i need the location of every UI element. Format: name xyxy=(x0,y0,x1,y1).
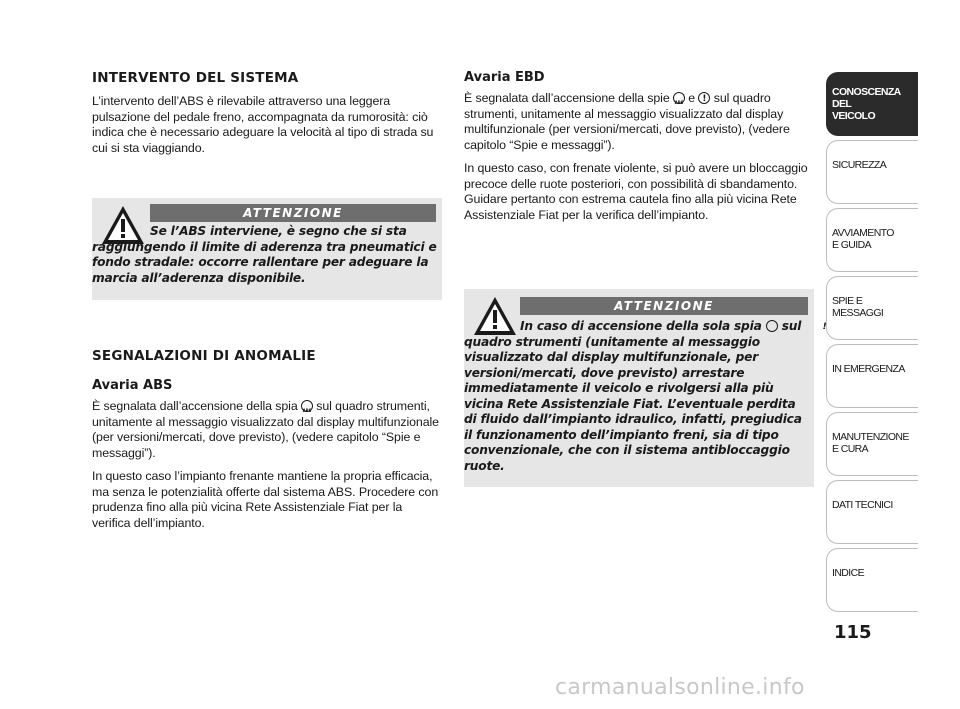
para-text: È segnalata dall’accensione della spia xyxy=(92,399,298,413)
section-title-anomalie: SEGNALAZIONI DI ANOMALIE xyxy=(92,348,316,364)
chapter-tab-label: SPIE E xyxy=(832,295,863,307)
chapter-tab-label: AVVIAMENTO xyxy=(832,227,894,239)
avaria-ebd-paragraph-1 xyxy=(464,91,814,153)
para-text: sul quadro strumenti, unitamente al messaggio visualizzato dal display multifunzionale (per versioni/mercati, dove previsto), (vedere capitolo “Spie e messaggi”). xyxy=(92,399,439,460)
warning-text xyxy=(464,319,810,474)
chapter-tab-label: VEICOLO xyxy=(832,110,876,122)
left-column-lower xyxy=(92,348,442,539)
subtitle-avaria-ebd: Avaria EBD xyxy=(464,70,545,85)
warning-text-content: Se l’ABS interviene, è segno che si sta raggiungendo il limite di aderenza tra pneumatici e fondo stradale: occorre rallentare per adeguare la marcia all’aderenza disponibile. xyxy=(92,224,437,285)
abs-warning-icon xyxy=(673,92,685,104)
section-title-intervento: INTERVENTO DEL SISTEMA xyxy=(92,70,299,86)
chapter-tab-label: MANUTENZIONE xyxy=(832,431,909,443)
chapter-tab-label: INDICE xyxy=(832,567,864,579)
chapter-tab-label: CONOSCENZA xyxy=(832,86,901,98)
warning-box-right xyxy=(464,289,814,487)
chapter-tab-1[interactable] xyxy=(826,72,918,136)
subtitle-avaria-abs: Avaria ABS xyxy=(92,378,173,393)
watermark: carmanualsonline.info xyxy=(555,675,805,700)
page-number: 115 xyxy=(834,622,872,643)
chapter-tab-label: MESSAGGI xyxy=(832,307,884,319)
warning-label: ATTENZIONE xyxy=(520,297,808,315)
para-text: sul quadro strumenti, unitamente al messaggio visualizzato dal display multifunzionale (per versioni/mercati, dove previsto), (vedere capitolo “Spie e messaggi”). xyxy=(464,91,790,152)
brake-warning-icon xyxy=(766,320,778,332)
intervento-paragraph: L’intervento dell’ABS è rilevabile attraverso una leggera pulsazione del pedale freno, accompagnata da rumorosità: ciò indica che è necessario adeguare la velocità al tipo di strada su cui si sta viaggiando. xyxy=(92,94,434,155)
chapter-tab-label: DATI TECNICI xyxy=(832,499,893,511)
warning-text-content xyxy=(464,319,810,474)
chapter-tab-7[interactable] xyxy=(826,480,918,544)
avaria-abs-paragraph-1 xyxy=(92,399,442,461)
warning-label: ATTENZIONE xyxy=(150,204,436,222)
para-text: In caso di accensione della sola spia xyxy=(520,319,762,333)
abs-warning-icon xyxy=(301,400,313,412)
left-column xyxy=(92,70,442,164)
chapter-tab-label: IN EMERGENZA xyxy=(832,363,905,375)
warning-box-left xyxy=(92,198,442,300)
chapter-tab-label: E CURA xyxy=(832,443,869,455)
chapter-tab-6[interactable] xyxy=(826,412,918,476)
chapter-tab-label: E GUIDA xyxy=(832,239,871,251)
avaria-ebd-paragraph-2: In questo caso, con frenate violente, si può avere un bloccaggio precoce delle ruote posteriori, con possibilità di sbandamento. Guidare pertanto con estrema cautela fino alla più vicina Rete Assistenziale Fiat per la verifica dell’impianto. xyxy=(464,161,808,222)
chapter-tab-8[interactable] xyxy=(826,548,918,612)
chapter-tab-4[interactable] xyxy=(826,276,918,340)
brake-warning-icon xyxy=(698,92,710,104)
para-text: È segnalata dall’accensione della spie xyxy=(464,91,670,105)
chapter-tab-2[interactable] xyxy=(826,140,918,204)
chapter-tab-label: SICUREZZA xyxy=(832,159,887,171)
chapter-tab-label: DEL xyxy=(832,98,852,110)
para-text: e xyxy=(688,91,696,105)
right-column xyxy=(464,70,814,231)
avaria-abs-paragraph-2: In questo caso l’impianto frenante mantiene la propria efficacia, ma senza le potenzialità offerte dal sistema ABS. Procedere con prudenza fino alla più vicina Rete Assistenziale Fiat per la verifica dell’impianto. xyxy=(92,469,439,530)
chapter-tab-5[interactable] xyxy=(826,344,918,408)
para-text: sul quadro strumenti (unitamente al messaggio visualizzato dal display multifunzionale, per versioni/mercati, dove previsto) arrestare immediatamente il veicolo e rivolgersi alla più vicina Rete Assistenziale Fiat. L’eventuale perdita di fluido dall’impianto idraulico, infatti, pregiudica il funzionamento dell’impianto freni, sia di tipo convenzionale, che con il sistema antibloccaggio ruote. xyxy=(464,319,802,473)
warning-text xyxy=(92,224,438,286)
chapter-tabs xyxy=(826,72,918,616)
chapter-tab-3[interactable] xyxy=(826,208,918,272)
